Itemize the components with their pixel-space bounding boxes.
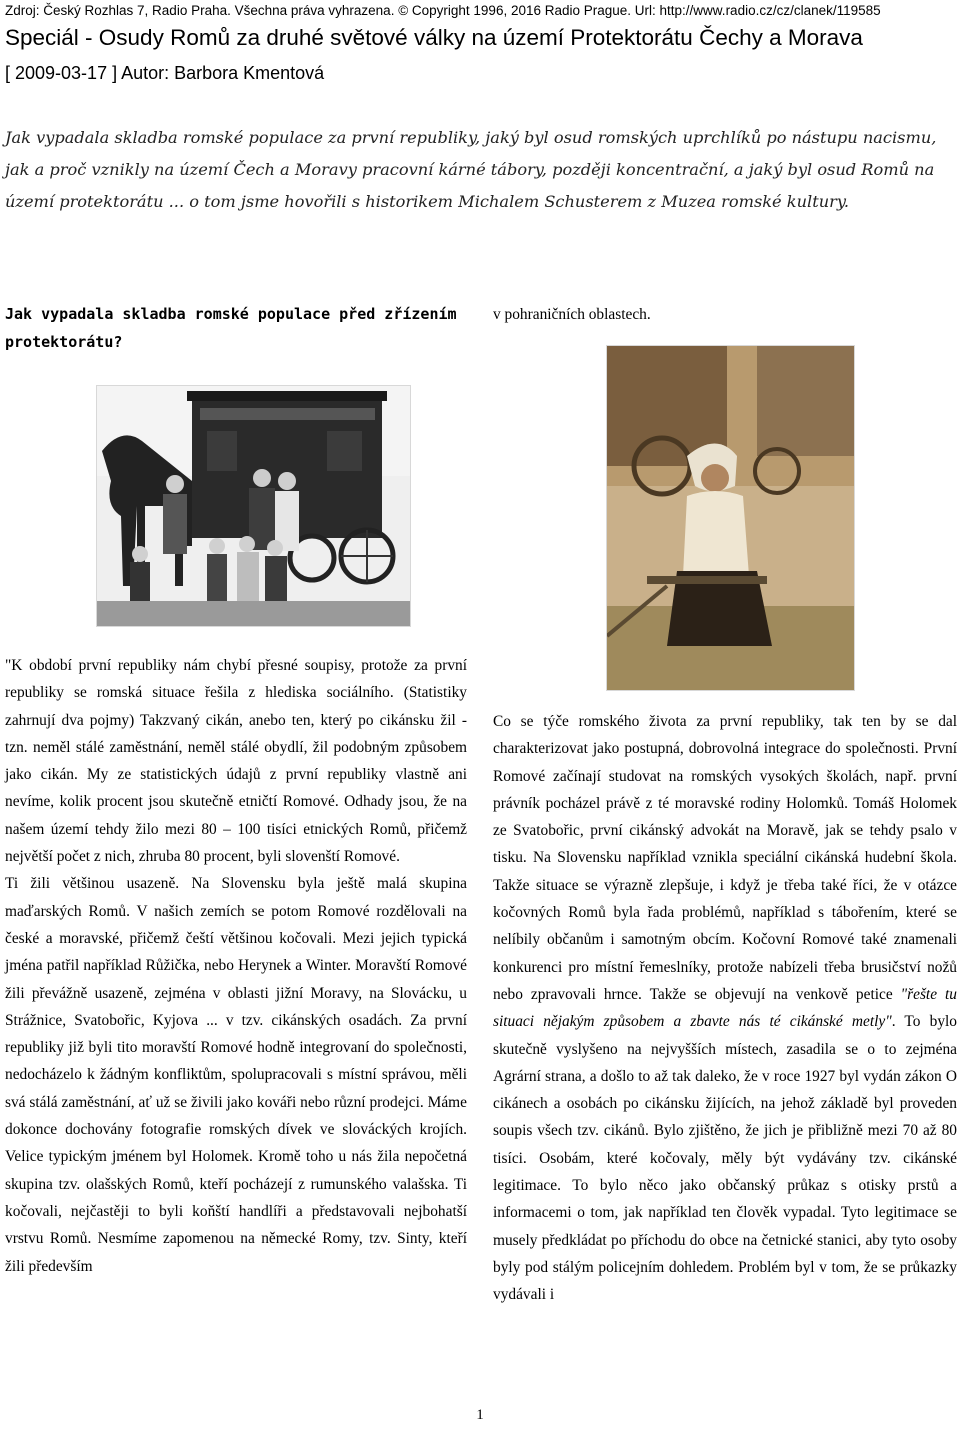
paragraph: Ti žili většinou usazeně. Na Slovensku byla ještě malá skupina maďarských Romů. V našich zemích se potom Romové rozdělovali na české a moravské, přičemž čeští většinou kočovali. Mezi jejich typická jména patřil například Růžička, nebo Herynek a Winter. Moravští Romové žili převážně usazeně, zejména v oblasti jižní Moravy, na Slovácku, u Strážnice, Svatobořic, Kyjova ... v tzv. cikánských osadách. Za první republiky již byli tito moravští Romové hodně integrovaní do společnosti, nedocházelo k žádným konfliktům, spolupracovali s místní správou, měli svá stálá zaměstnání, ať už se živili jako kováři nebo různí prodejci. Máme dokonce dochovány fotografie romských dívek ve slováckých krojích. Velice typickým jménem byl Holomek. Kromě toho u nás žila nepočetná skupina tzv. olašských Romů, kteří pocházejí z rumunského valašska. Ti kočovali, nejčastěji to byli koňští handlíři a představovali nejbohatší vrstvu Romů. Nesmíme zapomenou na německé Romy, tzv. Sinty, kteří žili především: [5, 875, 467, 1275]
paragraph: [493, 708, 957, 1309]
article-lead: Jak vypadala skladba romské populace za první republiky, jaký byl osud romských uprchlíků po nástupu nacismu, jak a proč vznikly na území Čech a Moravy pracovní kárné tábory, později koncentrační, a jaký byl osud Romů na území protektorátu ... o tom jsme hovořili s historikem Michalem Schusterem z Muzea romské kultury.: [5, 128, 937, 211]
article-column-left: [5, 652, 467, 1280]
paragraph: "K období první republiky nám chybí přesné soupisy, protože za první republiky se romská situace řešila z hlediska sociálního. (Statistiky zahrnují dva pojmy) Takzvaný cikán, anebo ten, který po cikánsku žil - tzn. neměl stálé zaměstnání, neměl stálé obydlí, žil podobným způsobem jako cikán. My ze statistických údajů z první republiky vlastně ani nevíme, kolik procent jsou skutečně etničtí Romové. Odhady jsou, že na našem území tehdy žilo mezi 80 – 100 tisíci etnických Romů, přičemž největší počet z nich, zhruba 80 procent, byli slovenští Romové.: [5, 657, 467, 866]
photo-woman-seated: [606, 345, 855, 691]
source-line: Zdroj: Český Rozhlas 7, Radio Praha. Všechna práva vyhrazena. © Copyright 1996, 2016 Radio Prague. Url: http://www.radio.cz/cz/clanek/119585: [5, 3, 881, 18]
paragraph-text: Co se týče romského života za první republiky, tak ten by se dal charakterizovat jako postupná, dobrovolná integrace do společnosti. První Romové začínají studovat na romských vysokých školách, např. první právník pocházel právě z té moravské rodiny Holomků. Tomáš Holomek ze Svatobořic, první cikánský advokát na Moravě, jak se tehdy psalo v tisku. Na Slovensku například vznikla speciální cikánská hudební škola. Takže situace se výrazně zlepšuje, i když je třeba také říci, že v otázce kočovných Romů byla řada problémů, například s tábořením, které se nelíbily občanům i samotným obcím. Kočovní Romové také znamenali konkurenci pro místní řemeslníky, protože nabízeli třeba brusičství nožů nebo zpravovali hrnce. Takže se objevují na venkově petice: [493, 713, 957, 1003]
petition-quote: "řešte tu situaci nějakým způsobem a zbavte nás té cikánské metly": [493, 985, 957, 1031]
article-title: Speciál - Osudy Romů za druhé světové války na území Protektorátu Čechy a Morava: [5, 25, 863, 50]
interview-question: Jak vypadala skladba romské populace před zřízením protektorátu?: [5, 305, 457, 351]
article-column-right: [493, 708, 957, 1309]
photo-family-wagon: [96, 385, 411, 627]
article-meta: [ 2009-03-17 ] Autor: Barbora Kmentová: [5, 63, 325, 83]
paragraph-text: . To bylo skutečně vyslyšeno na nejvyšších místech, zasadila se o to zejména Agrární strana, a došlo to až tak daleko, že v roce 1927 byl vydán zákon O cikánech a osobách po cikánsku žijících, na jehož základě byl proveden soupis všech tzv. cikánů. Bylo zjištěno, že jich je přibližně mezi 70 až 80 tisíci. Osobám, které kočovaly, měly být vydávány tzv. cikánské legitimace. To bylo něco jako občanský průkaz s otisky prstů a informacemi o tom, jak například ten člověk vypadal. Tyto legitimace se musely předkládat po příchodu do obce na četnické stanici, aby tyto osoby byly pod stálým policejním dohledem. Problém byl v tom, že se průkazky vydávali i: [493, 1013, 957, 1304]
column-continuation: v pohraničních oblastech.: [493, 306, 651, 323]
page-number: 1: [476, 1407, 484, 1423]
